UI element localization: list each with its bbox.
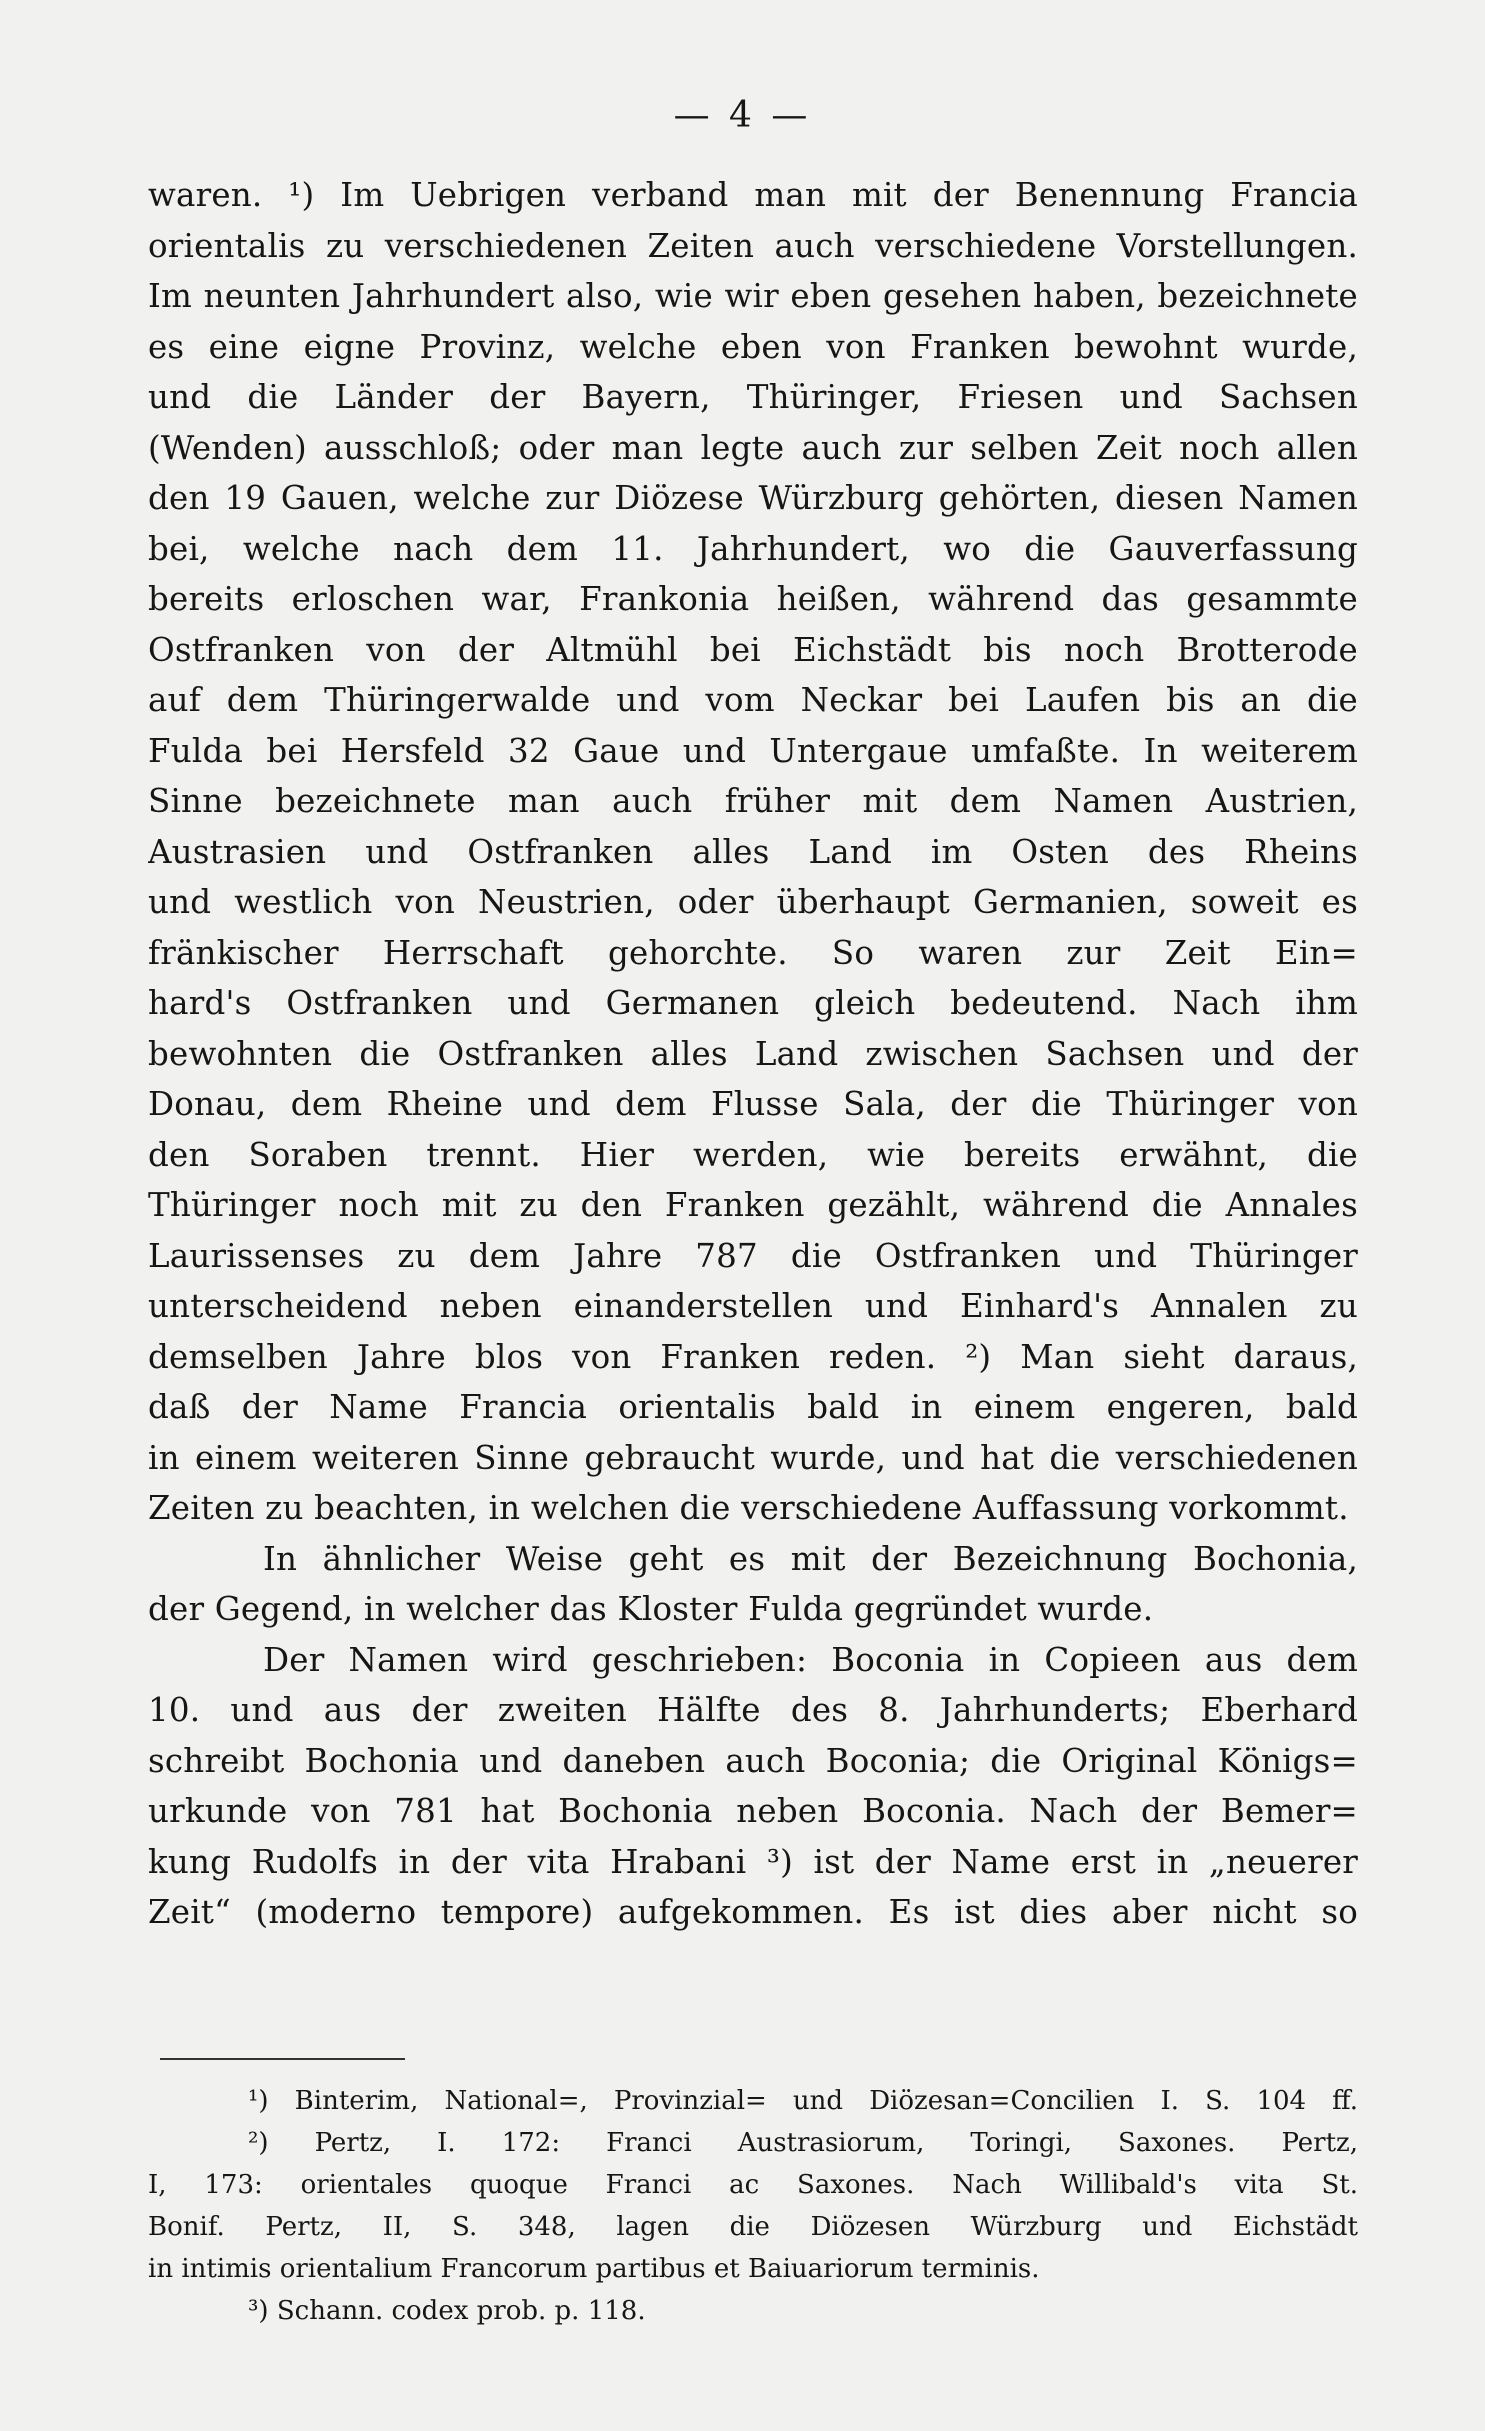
text-line: Sinne bezeichnete man auch früher mit dem Namen Austrien,	[148, 782, 1358, 820]
footnote-line: Bonif. Pertz, II, S. 348, lagen die Diözesen Würzburg und Eichstädt	[148, 2212, 1358, 2242]
page-number: — 4 —	[673, 95, 812, 136]
text-line: (Wenden) ausschloß; oder man legte auch zur selben Zeit noch allen	[148, 428, 1358, 467]
text-line: Im neunten Jahrhundert also, wie wir eben gesehen haben, bezeichnete	[148, 277, 1358, 315]
footnotes	[148, 2080, 1358, 2332]
text-line: bei, welche nach dem 11. Jahrhundert, wo die Gauverfassung	[148, 529, 1358, 568]
text-line: 10. und aus der zweiten Hälfte des 8. Jahrhunderts; Eberhard	[148, 1691, 1358, 1729]
text-line: Austrasien und Ostfranken alles Land im Osten des Rheins	[148, 832, 1358, 871]
text-line: auf dem Thüringerwalde und vom Neckar bei Laufen bis an die	[148, 681, 1358, 719]
text-line: urkunde von 781 hat Bochonia neben Boconia. Nach der Bemer=	[148, 1792, 1358, 1830]
text-line: bewohnten die Ostfranken alles Land zwischen Sachsen und der	[148, 1034, 1358, 1073]
text-line: in einem weiteren Sinne gebraucht wurde, und hat die verschiedenen	[148, 1438, 1358, 1477]
footnote-line: ²) Pertz, I. 172: Franci Austrasiorum, Toringi, Saxones. Pertz,	[248, 2128, 1358, 2158]
footnote-line: ³) Schann. codex prob. p. 118.	[248, 2296, 646, 2326]
text-line: daß der Name Francia orientalis bald in einem engeren, bald	[148, 1388, 1358, 1426]
text-line: Fulda bei Hersfeld 32 Gaue und Untergaue umfaßte. In weiterem	[148, 731, 1358, 770]
text-line: Thüringer noch mit zu den Franken gezählt, während die Annales	[148, 1186, 1358, 1224]
text-line: Zeiten zu beachten, in welchen die verschiedene Auffassung vorkommt.	[148, 1489, 1349, 1527]
text-line: Zeit“ (moderno tempore) aufgekommen. Es ist dies aber nicht so	[148, 1893, 1358, 1931]
main-text	[148, 170, 1358, 1938]
footnote-line: I, 173: orientales quoque Franci ac Saxones. Nach Willibald's vita St.	[148, 2170, 1358, 2200]
text-line: es eine eigne Provinz, welche eben von Franken bewohnt wurde,	[148, 327, 1358, 366]
text-line: orientalis zu verschiedenen Zeiten auch verschiedene Vorstellungen.	[148, 226, 1358, 265]
text-line: demselben Jahre blos von Franken reden. ²) Man sieht daraus,	[148, 1337, 1358, 1376]
text-line: fränkischer Herrschaft gehorchte. So waren zur Zeit Ein=	[148, 933, 1358, 972]
text-line: der Gegend, in welcher das Kloster Fulda gegründet wurde.	[148, 1590, 1154, 1628]
text-line: schreibt Bochonia und daneben auch Boconia; die Original Königs=	[148, 1741, 1358, 1780]
footnote-line: ¹) Binterim, National=, Provinzial= und Diözesan=Concilien I. S. 104 ff.	[248, 2086, 1358, 2116]
text-line: bereits erloschen war, Frankonia heißen, während das gesammte	[148, 580, 1358, 618]
text-line: Donau, dem Rheine und dem Flusse Sala, der die Thüringer von	[148, 1085, 1358, 1123]
text-line: In ähnlicher Weise geht es mit der Bezeichnung Bochonia,	[263, 1539, 1358, 1578]
text-line: unterscheidend neben einanderstellen und Einhard's Annalen zu	[148, 1287, 1358, 1325]
text-line: und die Länder der Bayern, Thüringer, Friesen und Sachsen	[148, 378, 1358, 416]
text-line: kung Rudolfs in der vita Hrabani ³) ist der Name erst in „neuerer	[148, 1842, 1358, 1881]
footnote-divider	[160, 2058, 405, 2060]
footnote-line: in intimis orientalium Francorum partibus et Baiuariorum terminis.	[148, 2254, 1040, 2284]
text-line: und westlich von Neustrien, oder überhaupt Germanien, soweit es	[148, 883, 1358, 921]
text-line: Ostfranken von der Altmühl bei Eichstädt bis noch Brotterode	[148, 630, 1358, 669]
text-line: Laurissenses zu dem Jahre 787 die Ostfranken und Thüringer	[148, 1236, 1358, 1275]
text-line: den Soraben trennt. Hier werden, wie bereits erwähnt, die	[148, 1135, 1358, 1174]
text-line: hard's Ostfranken und Germanen gleich bedeutend. Nach ihm	[148, 984, 1358, 1022]
text-line: waren. ¹) Im Uebrigen verband man mit der Benennung Francia	[148, 176, 1358, 214]
text-line: Der Namen wird geschrieben: Boconia in Copieen aus dem	[263, 1640, 1358, 1679]
text-line: den 19 Gauen, welche zur Diözese Würzburg gehörten, diesen Namen	[148, 479, 1358, 517]
